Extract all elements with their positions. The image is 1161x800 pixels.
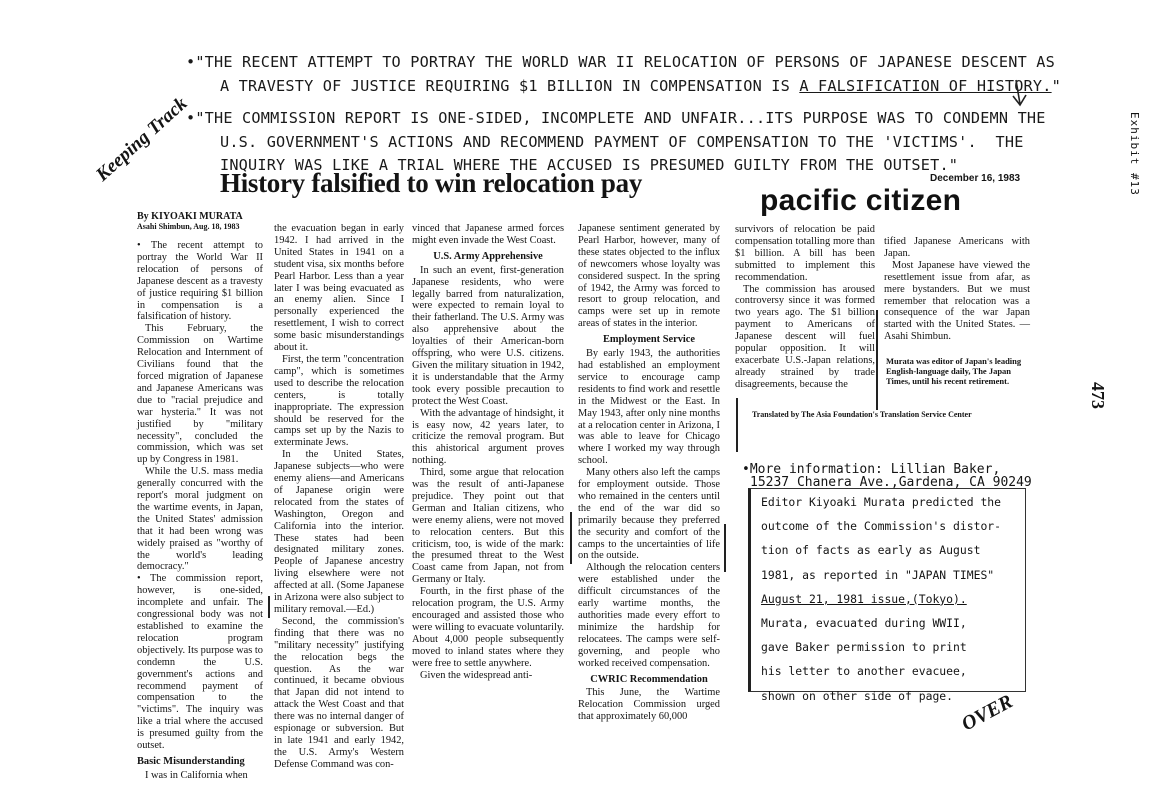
paragraph: Given the widespread anti- [420, 669, 533, 681]
subheading: Employment Service [602, 334, 696, 346]
underlined-phrase: A FALSIFICATION OF HISTORY. [799, 77, 1052, 95]
paragraph: • The commission report, however, is one-sided, incomplete and unfair. The congressional body was not established to examine the relocation program objectively. Its purpose was to condemn the U.S. government's actions and recommend payment of compensation to the "victims". The inquiry was like a trial where the accused is presumed guilty from the outset. [137, 573, 264, 752]
subheading: Basic Misunderstanding [137, 755, 245, 767]
paragraph: This February, the Commission on Wartime Relocation and Internment of Civilians found that the forced migration of Japanese and Japanese Americans was due to "racial prejudice and war hysteria." It was not justified by "military necessity", concluded the commission, which was set up by Congress in 1981. [137, 323, 263, 466]
more-info-line-1: •More information: Lillian Baker, [742, 462, 1001, 477]
typed-note-box [748, 488, 1026, 703]
subheading: U.S. Army Apprehensive [433, 250, 543, 262]
note-line: 1981, as reported in "JAPAN TIMES" [761, 567, 995, 582]
article-column-1 [137, 240, 264, 781]
note-line: outcome of the Commission's distor- [761, 519, 1002, 534]
quote-2-line-3: INQUIRY WAS LIKE A TRIAL WHERE THE ACCUSED IS PRESUMED GUILTY FROM THE OUTSET." [220, 156, 959, 174]
paragraph: In such an event, first-generation Japanese residents, who were legally barred from naturalization, were expected to remain loyal to their fatherland. The U.S. Army was also apprehensive about the loyalties of their American-born offspring, who were U.S. citizens. Given the military situation in 1942, it is understandable that the Army took every possible precaution to protect the West Coast. [412, 264, 564, 407]
paragraph: This June, the Wartime Relocation Commission urged that approximately 60,000 [578, 687, 720, 723]
margin-mark [724, 524, 726, 572]
paragraph: In the United States, Japanese subjects—who were enemy aliens—and Americans of Japanese origin were relocated from the states of Washington, Oregon and California into the interior. These states had been designated military zones. People of Japanese ancestry living elsewhere were not affected at all. (Some Japanese in Arizona were also subject to military removal.—Ed.) [274, 449, 404, 615]
page-number: 473 [1088, 382, 1108, 409]
paragraph: Although the relocation centers were established under the difficult circumstances of the early wartime months, the authorities made every effort to minimize the hardship for relocatees. The camps were self-governing, and people who worked received compensation. [578, 562, 720, 669]
note-line: shown on other side of page. [761, 688, 954, 703]
note-line: August 21, 1981 issue,(Tokyo). [761, 591, 967, 606]
paragraph: • The recent attempt to portray the World War II relocation of persons of Japanese descent as a travesty of justice requiring $1 billion in compensation is a falsification of history. [137, 240, 263, 323]
publication-date: December 16, 1983 [930, 173, 1021, 184]
paragraph: tified Japanese Americans with Japan. [884, 236, 1030, 259]
note-line: tion of facts as early as August [761, 543, 981, 558]
paragraph: I was in California when [145, 769, 248, 781]
paragraph: Many others also left the camps for employment outside. Those who remained in the centers until the end of the war did so primarily because they preferred the security and comfort of the camps to the uncertainties of life on the outside. [578, 467, 720, 562]
note-line: Murata, evacuated during WWII, [761, 616, 967, 631]
note-line: gave Baker permission to print [761, 640, 967, 655]
headline: History falsified to win relocation pay [220, 168, 643, 198]
paragraph: Most Japanese have viewed the resettlement issue from afar, as mere bystanders. But we must remember that relocation was a consequence of the war Japan started with the United States. —Asahi Shimbun. [884, 259, 1030, 343]
paragraph: By early 1943, the authorities had established an employment service to encourage camp residents to find work and resettle in the Midwest or the East. In May 1943, after only nine months at a relocation center in Arizona, I was able to leave for Chicago where I worked my way through school. [578, 348, 720, 467]
hand-drawn-arrow-icon [1010, 78, 1030, 108]
byline-block [137, 211, 261, 231]
paragraph: survivors of relocation be paid compensation totalling more than $1 billion. A bill has been submitted to implement this recommendation. [735, 224, 875, 283]
quote-1-line-1: •"THE RECENT ATTEMPT TO PORTRAY THE WORLD WAR II RELOCATION OF PERSONS OF JAPANESE DESCENT AS [186, 53, 1055, 71]
margin-mark [570, 512, 572, 564]
paragraph: The commission has aroused controversy since it was formed two years ago. The $1 billion payment to Americans of Japanese descent will fuel popular opposition. It will exacerbate U.S.-Japan relations, already strained by trade disagreements, because the [735, 283, 875, 390]
quote-1-line-2: A TRAVESTY OF JUSTICE REQUIRING $1 BILLION IN COMPENSATION IS A FALSIFICATION OF HISTORY." [220, 77, 1061, 95]
article-column-4 [578, 223, 720, 743]
bracket-line [736, 398, 738, 452]
author-note: Murata was editor of Japan's leading English-language daily, The Japan Times, until his recent retirement. [886, 356, 1022, 386]
paragraph: Fourth, in the first phase of the relocation program, the U.S. Army encouraged and assisted those who were willing to evacuate voluntarily. About 4,000 people subsequently moved to inland states where they were free to settle anywhere. [412, 586, 564, 669]
margin-mark [876, 310, 878, 410]
quote-2-line-1: •"THE COMMISSION REPORT IS ONE-SIDED, INCOMPLETE AND UNFAIR...ITS PURPOSE WAS TO CONDEMN THE [186, 109, 1046, 127]
over-handwritten-note: OVER [958, 690, 1017, 736]
paragraph: the evacuation began in early 1942. I had arrived in the United States in 1941 on a student visa, six months before Pearl Harbor. Less than a year later I was being evacuated as an enemy alien. Since I personally experienced the resettlement, I wish to correct some basic misunderstandings about it. [274, 223, 404, 354]
paragraph: With the advantage of hindsight, it is easy now, 42 years later, to criticize the removal program. But this ahistorical argument proves nothing. [412, 407, 564, 467]
note-line: Editor Kiyoaki Murata predicted the [761, 495, 1002, 509]
byline-source: Asahi Shimbun, Aug. 18, 1983 [137, 222, 240, 231]
paragraph: Second, the commission's finding that there was no "military necessity" justifying the relocation begs the question. As the war continued, it became obvious that Japan did not intend to attack the West Coast and that there was no internal danger of espionage or subversion. But in late 1941 and early 1942, the U.S. Army's Western Defense Command was con- [274, 615, 404, 770]
paragraph: Japanese sentiment generated by Pearl Harbor, however, many of these states objected to the influx of newcomers whose loyalty was considered suspect. In the spring of 1942, the Army was forced to resort to group relocation, and camps were set up in remote areas of states in the interior. [578, 223, 720, 330]
article-column-2 [274, 223, 404, 770]
paragraph: While the U.S. mass media generally concurred with the report's moral judgment on the wartime events, in Japan, the United States' admission that it had been wrong was widely praised as "worthy of the world's leading democracy." [137, 466, 263, 573]
note-line: his letter to another evacuee, [761, 664, 967, 679]
margin-mark [268, 596, 270, 618]
paragraph: vinced that Japanese armed forces might even invade the West Coast. [412, 223, 564, 246]
exhibit-label: Exhibit #13 [1128, 112, 1141, 196]
byline: By KIYOAKI MURATA [137, 211, 243, 222]
subheading: CWRIC Recommendation [590, 673, 708, 685]
masthead: pacific citizen [760, 184, 962, 217]
more-info-line-2: 15237 Chanera Ave.,Gardena, CA 90249 [750, 475, 1032, 490]
translation-credit: Translated by The Asia Foundation's Translation Service Center [752, 410, 972, 419]
quote-2-line-2: U.S. GOVERNMENT'S ACTIONS AND RECOMMEND PAYMENT OF COMPENSATION TO THE 'VICTIMS'. THE [220, 133, 1024, 151]
paragraph: Third, some argue that relocation was the result of anti-Japanese prejudice. They point out that German and Italian citizens, who were enemy aliens, were not moved to relocation centers. But this criticism, too, is wide of the mark: the presumed threat to the West Coast came from Japan, not from Germany or Italy. [412, 467, 564, 586]
paragraph: First, the term "concentration camp", which is sometimes used to describe the relocation centers, is totally inappropriate. The expression should be reserved for the camps set up by the Nazis to exterminate Jews. [274, 353, 404, 449]
article-column-3 [412, 223, 564, 743]
keeping-track-label: Keeping Track [92, 93, 192, 186]
article-column-5 [735, 224, 875, 424]
